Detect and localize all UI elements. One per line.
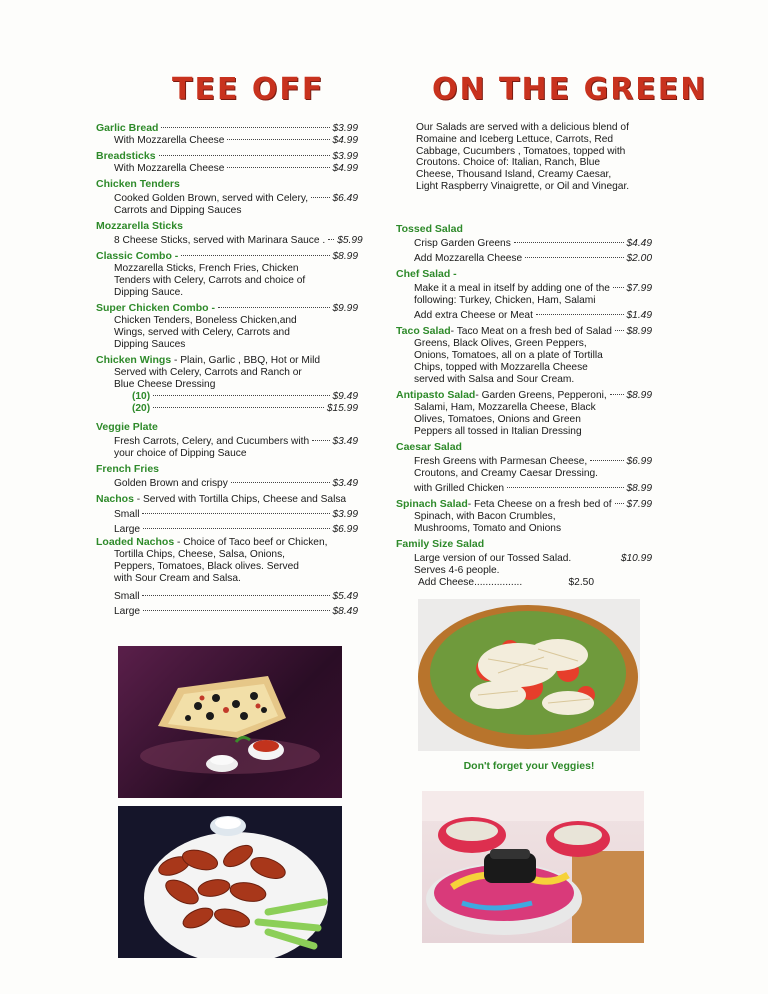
- item-price: $3.49: [332, 478, 358, 489]
- item-description: Tortilla Chips, Cheese, Salsa, Onions, Peppers, Tomatoes, Black olives. Served with Sour Cream and Salsa.: [114, 549, 299, 584]
- option-label: With Mozzarella Cheese: [114, 163, 225, 174]
- item-description: Golden Brown and crispy: [114, 478, 228, 489]
- menu-item-nachos: [96, 493, 358, 506]
- item-price: $5.99: [337, 235, 363, 246]
- menu-item-breadsticks: [96, 150, 358, 163]
- option-price: $4.99: [332, 135, 358, 146]
- item-name: Chef Salad -: [396, 267, 457, 280]
- item-price: $10.99: [620, 552, 652, 564]
- menu-item-option: [396, 577, 594, 589]
- veggies-caption: Don't forget your Veggies!: [463, 760, 595, 772]
- menu-item-option: [96, 163, 358, 175]
- item-description: Greens, Black Olives, Green Peppers, Onions, Tomatoes, all on a plate of Tortilla Chips, topped with Mozzarella Cheese served with Salsa and Sour Cream.: [414, 337, 603, 385]
- item-name: Super Chicken Combo -: [96, 302, 216, 314]
- item-description: Spinach, with Bacon Crumbles, Mushrooms, Tomato and Onions: [414, 510, 562, 534]
- menu-item-taco-salad: [396, 325, 652, 338]
- item-description: Make it a meal in itself by adding one of the: [414, 282, 610, 294]
- salad-photo: [418, 599, 640, 751]
- option-price: $4.99: [332, 163, 358, 174]
- item-description: - Feta Cheese on a fresh bed of: [467, 498, 612, 510]
- bumper-cars-photo: [422, 791, 644, 943]
- item-description: Carrots and Dipping Sauces: [114, 205, 242, 216]
- item-name: Caesar Salad: [396, 440, 462, 453]
- menu-item-chicken-tenders: [96, 193, 358, 205]
- section-title-tee-off: TEE OFF: [172, 72, 325, 107]
- item-price: $8.99: [626, 325, 652, 337]
- item-name: Nachos: [96, 493, 134, 505]
- item-price: $8.99: [332, 251, 358, 262]
- option-label: (10): [132, 391, 151, 402]
- item-description: - Plain, Garlic , BBQ, Hot or Mild: [171, 355, 321, 366]
- item-price: $7.99: [626, 498, 652, 510]
- option-label: Add Mozzarella Cheese: [414, 252, 523, 264]
- item-description: your choice of Dipping Sauce: [114, 448, 247, 459]
- option-price: $8.49: [332, 606, 358, 617]
- item-name: Chicken Tenders: [96, 178, 180, 190]
- option-label: With Mozzarella Cheese: [114, 135, 225, 146]
- menu-item-option: [96, 391, 358, 403]
- option-label: Large: [114, 524, 141, 535]
- item-name: Garlic Bread: [96, 122, 159, 134]
- menu-item-super-chicken-combo: [96, 302, 358, 315]
- menu-item-veggie-plate: [96, 436, 358, 448]
- option-label: Add Cheese.................: [418, 576, 523, 588]
- item-description: Served with Celery, Carrots and Ranch or Blue Cheese Dressing: [114, 367, 302, 390]
- item-name: Chicken Wings: [96, 354, 172, 366]
- option-price: $6.99: [332, 524, 358, 535]
- item-price: $3.99: [332, 151, 358, 162]
- nachos-photo: [118, 646, 342, 798]
- option-label: with Grilled Chicken: [414, 482, 505, 494]
- item-description: 8 Cheese Sticks, served with Marinara Sauce .: [114, 235, 326, 246]
- chicken-wings-photo: [118, 806, 342, 958]
- menu-item-option: [96, 403, 358, 415]
- menu-item-option: [96, 606, 358, 618]
- salads-column: [396, 122, 652, 589]
- menu-item-option: [96, 509, 358, 521]
- option-price: $9.49: [332, 391, 358, 402]
- option-price: $3.99: [332, 509, 358, 520]
- item-price: $3.49: [332, 436, 358, 447]
- menu-item-loaded-nachos: [96, 536, 358, 549]
- item-name: Mozzarella Sticks: [96, 220, 183, 232]
- item-name: Breadsticks: [96, 150, 156, 162]
- item-description: - Taco Meat on a fresh bed of Salad: [450, 325, 612, 337]
- menu-item-caesar-salad: [396, 456, 652, 468]
- item-description: - Choice of Taco beef or Chicken,: [174, 537, 328, 548]
- item-name: Spinach Salad: [396, 497, 468, 510]
- option-price: $2.50: [568, 576, 594, 588]
- option-label: Small: [114, 509, 140, 520]
- menu-item-mozzarella-sticks: [96, 235, 363, 247]
- item-description: Fresh Greens with Parmesan Cheese,: [414, 455, 588, 467]
- option-price: $15.99: [326, 403, 358, 414]
- item-name: Veggie Plate: [96, 421, 158, 433]
- option-label: Crisp Garden Greens: [414, 237, 511, 249]
- item-description: Fresh Carrots, Celery, and Cucumbers with: [114, 436, 310, 447]
- item-price: $6.99: [626, 455, 652, 467]
- option-price: $2.00: [626, 252, 652, 264]
- item-price: $8.99: [626, 389, 652, 401]
- menu-item-option: [396, 310, 652, 322]
- section-title-on-the-green: ON THE GREEN: [432, 72, 708, 107]
- item-name: Antipasto Salad: [396, 388, 476, 401]
- option-price: $4.49: [626, 237, 652, 249]
- item-description: Mozzarella Sticks, French Fries, Chicken Tenders with Celery, Carrots and choice of Dipping Sauce.: [114, 263, 306, 298]
- menu-item-antipasto-salad: [396, 389, 652, 402]
- option-label: Large: [114, 606, 141, 617]
- item-name: Classic Combo -: [96, 250, 179, 262]
- option-price: $5.49: [332, 591, 358, 602]
- menu-item-option: [96, 135, 358, 147]
- menu-item-option: [396, 483, 652, 495]
- item-description: Salami, Ham, Mozzarella Cheese, Black Olives, Tomatoes, Onions and Green Peppers all tossed in Italian Dressing: [414, 401, 596, 437]
- item-name: Taco Salad: [396, 324, 451, 337]
- menu-item-option: [96, 524, 358, 536]
- menu-item-garlic-bread: [96, 122, 358, 135]
- item-description: - Served with Tortilla Chips, Cheese and Salsa: [133, 494, 347, 505]
- menu-item-spinach-salad: [396, 498, 652, 511]
- option-label: Add extra Cheese or Meat: [414, 309, 533, 321]
- option-price: $8.99: [626, 482, 652, 494]
- item-description: Cooked Golden Brown, served with Celery,: [114, 193, 309, 204]
- menu-item-tossed-salad: [396, 238, 652, 250]
- item-name: Tossed Salad: [396, 222, 463, 235]
- item-description: Serves 4-6 people.: [414, 564, 500, 576]
- menu-item-french-fries: [96, 478, 358, 490]
- item-description: following: Turkey, Chicken, Ham, Salami: [414, 294, 596, 306]
- item-description: - Garden Greens, Pepperoni,: [475, 389, 607, 401]
- item-name: Family Size Salad: [396, 537, 485, 550]
- menu-item-classic-combo: [96, 250, 358, 263]
- item-price: $3.99: [332, 123, 358, 134]
- menu-item-option: [96, 591, 358, 603]
- item-description: Large version of our Tossed Salad.: [414, 552, 572, 564]
- item-description: Chicken Tenders, Boneless Chicken,and Wings, served with Celery, Carrots and Dipping Sauces: [114, 315, 297, 350]
- item-name: Loaded Nachos: [96, 536, 175, 548]
- item-name: French Fries: [96, 463, 160, 475]
- item-price: $7.99: [626, 282, 652, 294]
- menu-item-family-salad: [396, 553, 652, 565]
- item-price: $6.49: [332, 193, 358, 204]
- salad-intro-text: Our Salads are served with a delicious blend of Romaine and Iceberg Lettuce, Carrots, Red Cabbage, Cucumbers , Tomatoes, topped with Croutons. Choice of: Italian, Ranch, Blue Cheese, Thousand Island, Creamy Caesar, Light Raspberry Vinaigrette, or Oil and Vinegar.: [416, 122, 630, 192]
- item-description: Croutons, and Creamy Caesar Dressing.: [414, 467, 599, 479]
- option-price: $1.49: [626, 309, 652, 321]
- menu-item-option: [396, 253, 652, 265]
- appetizers-column: [96, 122, 363, 618]
- item-price: $9.99: [332, 303, 358, 314]
- menu-item-chicken-wings: [96, 354, 358, 367]
- menu-item-chef-salad: [396, 283, 652, 295]
- option-label: Small: [114, 591, 140, 602]
- option-label: (20): [132, 403, 151, 414]
